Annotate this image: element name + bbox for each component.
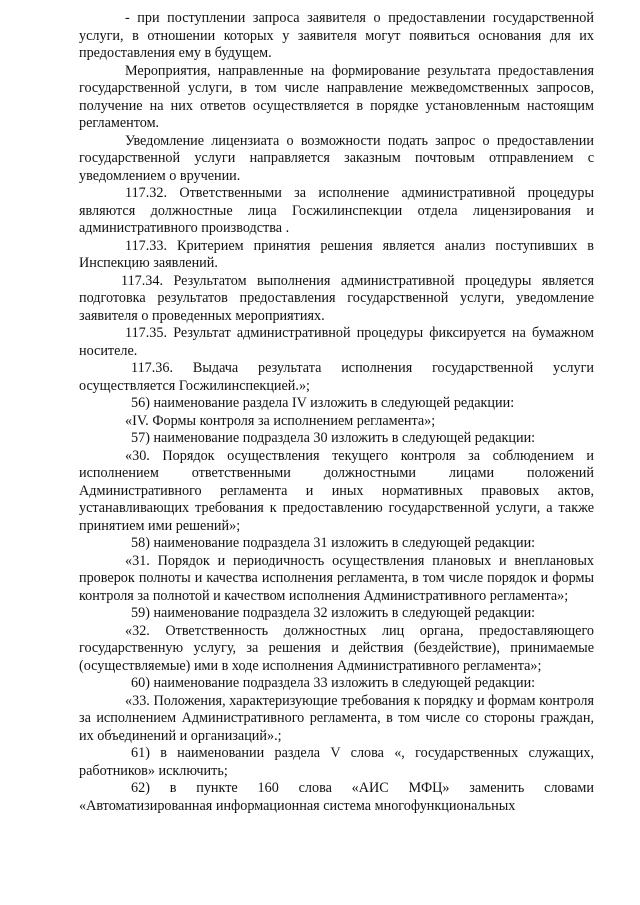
paragraph: 117.34. Результатом выполнения административной процедуры является подготовка результатов предоставления государственной услуги, уведомление заявителя о проведенных мероприятиях. <box>79 272 594 324</box>
paragraph: 58) наименование подраздела 31 изложить в следующей редакции: <box>131 535 536 551</box>
paragraph: 61) в наименовании раздела V слова «, государственных служащих, работников» исключить; <box>79 745 594 779</box>
paragraph: 60) наименование подраздела 33 изложить в следующей редакции: <box>131 675 536 691</box>
paragraph: «31. Порядок и периодичность осуществления плановых и внеплановых проверок полноты и качества исполнения регламента, в том числе порядок и формы контроля за полнотой и качеством исполнения Административного регламента»; <box>79 552 594 604</box>
paragraph: 59) наименование подраздела 32 изложить в следующей редакции: <box>131 605 536 621</box>
paragraph: 56) наименование раздела IV изложить в следующей редакции: <box>131 395 515 411</box>
document-body <box>79 10 594 815</box>
paragraph: 117.32. Ответственными за исполнение административной процедуры являются должностные лица Госжилинспекции отдела лицензирования и административного производства . <box>79 185 594 236</box>
paragraph: - при поступлении запроса заявителя о предоставлении государственной услуги, в отношении которых у заявителя могут появиться основания для их предоставления ему в будущем. <box>79 10 594 61</box>
paragraph: 117.33. Критерием принятия решения является анализ поступивших в Инспекцию заявлений. <box>79 237 594 271</box>
paragraph: Мероприятия, направленные на формирование результата предоставления государственной услуги, в том числе направление межведомственных запросов, получение на них ответов осуществляется в порядке установленным настоящим регламентом. <box>79 62 594 131</box>
paragraph: «33. Положения, характеризующие требования к порядку и формам контроля за исполнением Административного регламента, в том числе со стороны граждан, их объединений и организаций».; <box>79 692 594 744</box>
paragraph: 62) в пункте 160 слова «АИС МФЦ» заменить словами «Автоматизированная информационная система многофункциональных <box>79 780 594 814</box>
paragraph: 117.36. Выдача результата исполнения государственной услуги осуществляется Госжилинспекцией.»; <box>79 360 594 394</box>
paragraph: Уведомление лицензиата о возможности подать запрос о предоставлении государственной услуги направляется заказным почтовым отправлением с уведомлением о вручении. <box>79 132 594 184</box>
paragraph: «30. Порядок осуществления текущего контроля за соблюдением и исполнением ответственными должностными лицами положений Административного регламента и иных нормативных правовых актов, устанавливающих требования к предоставлению государственной услуги, а также принятием ими решений»; <box>79 447 594 534</box>
paragraph: 117.35. Результат административной процедуры фиксируется на бумажном носителе. <box>79 325 594 359</box>
paragraph: «32. Ответственность должностных лиц органа, предоставляющего государственную услугу, за решения и действия (бездействие), принимаемые (осуществляемые) ими в ходе исполнения Административного регламента»; <box>79 622 594 674</box>
paragraph: «IV. Формы контроля за исполнением регламента»; <box>125 412 436 429</box>
paragraph: 57) наименование подраздела 30 изложить в следующей редакции: <box>131 430 536 446</box>
